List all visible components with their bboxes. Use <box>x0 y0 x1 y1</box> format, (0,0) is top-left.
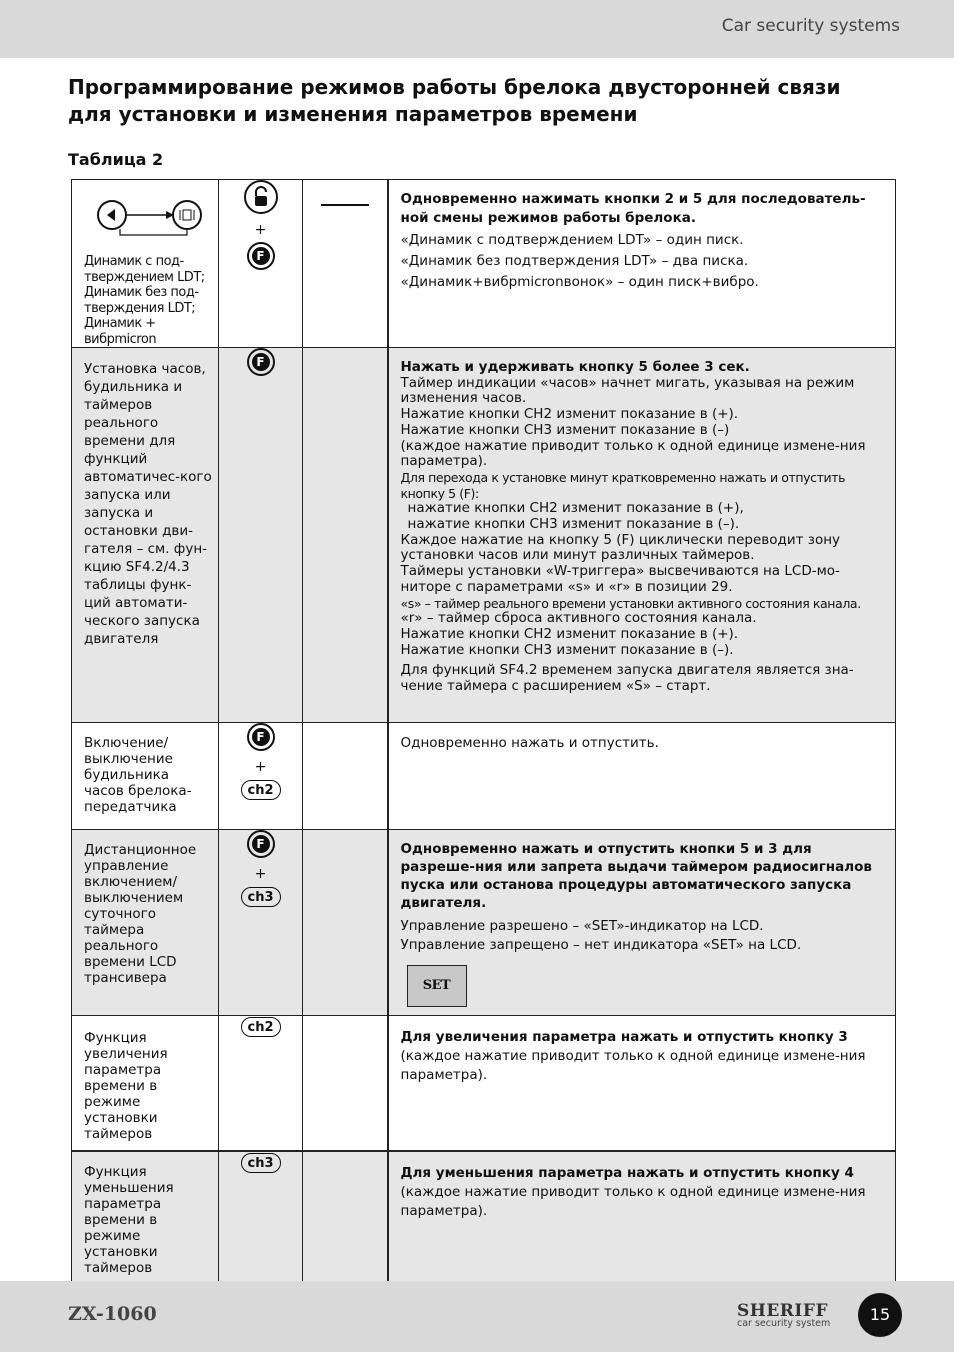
indicator-cell <box>303 723 388 830</box>
table-row <box>72 180 896 348</box>
function-label: Включение/ выключение будильника часов брелока-передатчика <box>84 735 192 815</box>
page-title-line1: Программирование режимов работы брелока двусторонней связи <box>68 75 841 99</box>
indicator-cell <box>303 1151 388 1285</box>
description-line: Управление разрешено – «SET»-индикатор на LCD. <box>400 918 764 934</box>
table-label: Таблица 2 <box>68 150 164 169</box>
function-label: Установка часов, будильника и таймеров реального времени для функций автоматичес-кого запуска или запуска и остановки дви-гателя – см. фун-кцию SF4.2/4.3 таблицы функ-ций автомати-ческого запуска двигателя <box>84 361 212 647</box>
buttons-cell <box>219 1016 303 1152</box>
f-button-icon: F <box>247 242 275 270</box>
indicator-cell <box>303 1016 388 1152</box>
description-line: (каждое нажатие приводит только к одной единице измене-ния параметра). <box>400 1048 866 1083</box>
lock-button-icon <box>244 180 278 214</box>
description-line: Одновременно нажать и отпустить. <box>400 735 659 751</box>
ch2-button-icon: ch2 <box>241 1017 281 1037</box>
ch3-button-icon: ch3 <box>241 1153 281 1173</box>
function-cell <box>72 1151 219 1285</box>
brand-logo: SHERIFF <box>737 1301 829 1321</box>
description-cell <box>388 830 896 1016</box>
indicator-cell <box>303 830 388 1016</box>
function-cell <box>72 830 219 1016</box>
description-line: Каждое нажатие на кнопку 5 (F) циклически переводит зону установки часов или минут различных таймеров. <box>400 531 841 564</box>
description-line: Таймер индикации «часов» начнет мигать, указывая на режим изменения часов. <box>400 374 855 407</box>
plus-sign: + <box>254 222 267 238</box>
page-title-line2: для установки и изменения параметров времени <box>68 102 638 126</box>
buttons-cell <box>219 1151 303 1285</box>
page-title <box>68 74 888 128</box>
f-button-icon: F <box>247 348 275 376</box>
description-line: «s» – таймер реального времени установки активного состояния канала. <box>400 595 861 611</box>
description-cell <box>388 180 896 348</box>
page-number: 15 <box>858 1293 902 1337</box>
table-row <box>72 1016 896 1152</box>
ch2-button-icon: ch2 <box>241 780 281 800</box>
function-label: Динамик с под- тверждением LDT; Динамик без под- тверждения LDT; Динамик + вибрmicron <box>84 254 205 347</box>
buttons-cell <box>219 830 303 1016</box>
description-line: «r» – таймер сброса активного состояния канала. <box>400 610 757 627</box>
function-label: Функция увеличения параметра времени в режиме установки таймеров <box>84 1030 168 1142</box>
description-cell <box>388 723 896 830</box>
function-cell <box>72 348 219 723</box>
description-line: (каждое нажатие приводит только к одной единице измене-ния параметра). <box>400 1184 866 1219</box>
dash-indicator <box>321 204 369 206</box>
description-line: Нажатие кнопки CH2 изменит показание в (+). <box>400 625 739 642</box>
table-row <box>72 723 896 830</box>
description-line: Для функций SF4.2 временем запуска двигателя является зна-чение таймера с расширением «S» – старт. <box>400 662 854 695</box>
description-line: Нажатие кнопки CH3 изменит показание в (–). <box>400 641 734 658</box>
description-line: Нажатие кнопки CH2 изменит показание в (+). <box>400 406 739 423</box>
buttons-cell <box>219 180 303 348</box>
table-row <box>72 1151 896 1285</box>
footer <box>0 1281 954 1352</box>
description-line: нажатие кнопки CH3 изменит показание в (–). <box>407 516 740 533</box>
function-cell <box>72 723 219 830</box>
description-bold: Одновременно нажимать кнопки 2 и 5 для последователь-ной смены режимов работы брелока. <box>400 191 866 226</box>
header-band <box>0 0 954 58</box>
brand-subtitle: car security system <box>737 1318 831 1329</box>
description-bold: Для уменьшения параметра нажать и отпустить кнопку 4 <box>400 1165 854 1181</box>
description-line: Для перехода к установке минут кратковременно нажать и отпустить кнопку 5 (F): <box>400 469 846 501</box>
description-line: (каждое нажатие приводит только к одной единице измене-ния параметра). <box>400 437 866 470</box>
model-name: ZX-1060 <box>68 1303 157 1325</box>
function-cell <box>72 180 219 348</box>
description-bold: Для увеличения параметра нажать и отпустить кнопку 3 <box>400 1029 848 1045</box>
description-line: «Динамик с подтверждением LDT» – один писк. <box>400 232 744 248</box>
buttons-cell <box>219 723 303 830</box>
description-line: Нажатие кнопки CH3 изменит показание в (–) <box>400 421 730 438</box>
function-cell <box>72 1016 219 1152</box>
description-bold: Одновременно нажать и отпустить кнопки 5 и 3 для разреше-ния или запрета выдачи таймером радиосигналов пуска или останова процедуры автоматического запуска двигателя. <box>400 841 872 911</box>
description-cell <box>388 1016 896 1152</box>
settings-table <box>71 179 896 1285</box>
f-button-icon: F <box>247 830 275 858</box>
function-label: Дистанционное управление включением/ выключением суточного таймера реального времени LCD трансивера <box>84 842 197 986</box>
header-title: Car security systems <box>721 16 900 36</box>
description-cell <box>388 348 896 723</box>
description-line: «Динамик без подтверждения LDT» – два писка. <box>400 253 749 269</box>
plus-sign: + <box>254 866 267 882</box>
ch3-button-icon: ch3 <box>241 887 281 907</box>
table-row <box>72 830 896 1016</box>
speaker-vibro-diagram <box>80 192 210 246</box>
indicator-cell <box>303 180 388 348</box>
description-line: нажатие кнопки CH2 изменит показание в (+), <box>407 500 744 517</box>
description-bold: Нажать и удерживать кнопку 5 более 3 сек. <box>400 359 750 375</box>
description-line: «Динамик+вибрmicronвонок» – один писк+вибро. <box>400 274 759 290</box>
description-line: Таймеры установки «W-триггера» высвечиваются на LCD-мо-ниторе с параметрами «s» и «r» в позиции 29. <box>400 563 840 595</box>
set-indicator-icon: SET <box>407 965 467 1007</box>
buttons-cell <box>219 348 303 723</box>
table-row <box>72 348 896 723</box>
indicator-cell <box>303 348 388 723</box>
plus-sign: + <box>254 759 267 775</box>
description-line: Управление запрещено – нет индикатора «SET» на LCD. <box>400 937 802 953</box>
description-cell <box>388 1151 896 1285</box>
f-button-icon: F <box>247 723 275 751</box>
function-label: Функция уменьшения параметра времени в режиме установки таймеров <box>84 1164 174 1276</box>
